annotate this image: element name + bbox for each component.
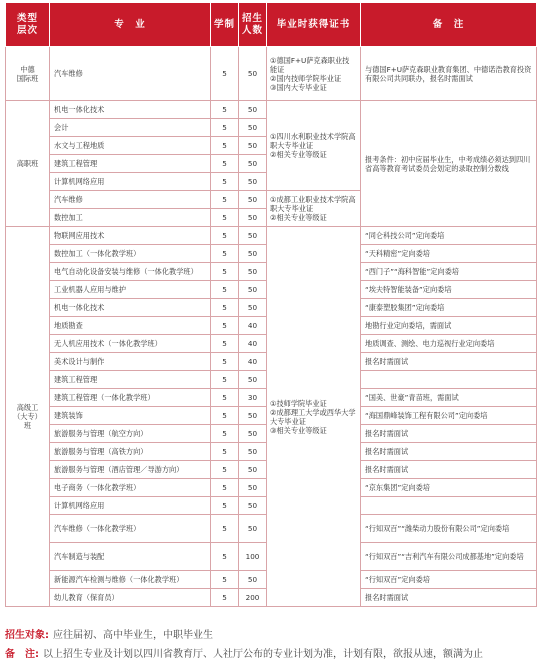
major-cell: 建筑工程管理（一体化教学班） (50, 389, 211, 407)
years-cell: 5 (211, 425, 239, 443)
major-cell: 电子商务（一体化教学班） (50, 479, 211, 497)
major-cell: 幼儿教育（保育员） (50, 589, 211, 607)
major-cell: 电气自动化设备安装与维修（一体化教学班） (50, 263, 211, 281)
years-cell: 5 (211, 497, 239, 515)
note-cell: “埃夫特智能装备”定向委培 (361, 281, 537, 299)
major-cell: 机电一体化技术 (50, 299, 211, 317)
major-cell: 建筑工程管理 (50, 371, 211, 389)
note-cell: “行知双百”“吉利汽车有限公司成都基地”定向委培 (361, 543, 537, 571)
years-cell: 5 (211, 317, 239, 335)
years-cell: 5 (211, 515, 239, 543)
years-cell: 5 (211, 173, 239, 191)
note-cell: 地勘行业定向委培，需面试 (361, 317, 537, 335)
major-cell: 会计 (50, 119, 211, 137)
quota-cell: 50 (239, 101, 267, 119)
table-row (6, 227, 537, 245)
note-cell: “行知双百”定向委培 (361, 571, 537, 589)
note-cell: 报名时需面试 (361, 589, 537, 607)
quota-cell: 50 (239, 173, 267, 191)
years-cell: 5 (211, 479, 239, 497)
major-cell: 计算机网络应用 (50, 173, 211, 191)
major-cell: 汽车制造与装配 (50, 543, 211, 571)
note-cell: “西门子”“海科智能”定向委培 (361, 263, 537, 281)
years-cell: 5 (211, 119, 239, 137)
quota-cell: 50 (239, 497, 267, 515)
footer-remark (5, 645, 483, 660)
years-cell: 5 (211, 209, 239, 227)
years-cell: 5 (211, 389, 239, 407)
years-cell: 5 (211, 461, 239, 479)
quota-cell: 50 (239, 299, 267, 317)
cert-cell: ①技师学院毕业证 ②成都理工大学或西华大学大专毕业证 ③相关专业等级证 (267, 227, 361, 607)
quota-cell: 50 (239, 461, 267, 479)
years-cell: 5 (211, 227, 239, 245)
note-cell: 报名时需面试 (361, 353, 537, 371)
footer-remark-text: 以上招生专业及计划以四川省教育厅、人社厅公布的专业计划为准，计划有限，欲报从速，额满为止 (43, 649, 483, 660)
quota-cell: 50 (239, 209, 267, 227)
cert-cell: ①四川水利职业技术学院高职大专毕业证 ②相关专业等级证 (267, 101, 361, 191)
years-cell: 5 (211, 263, 239, 281)
note-cell: 报名时需面试 (361, 443, 537, 461)
years-cell: 5 (211, 443, 239, 461)
quota-cell: 30 (239, 389, 267, 407)
years-cell: 5 (211, 299, 239, 317)
category-cell: 中德 国际班 (6, 47, 50, 101)
years-cell: 5 (211, 155, 239, 173)
years-cell: 5 (211, 371, 239, 389)
major-cell: 美术设计与制作 (50, 353, 211, 371)
footer-target (5, 626, 213, 641)
major-cell: 旅游服务与管理（酒店管理／导游方向） (50, 461, 211, 479)
quota-cell: 100 (239, 543, 267, 571)
years-cell: 5 (211, 335, 239, 353)
cert-cell: ①德国F+U萨克森职业技能证 ②国内技师学院毕业证 ③国内大专毕业证 (267, 47, 361, 101)
note-cell: 与德国F+U萨克森职业教育集团、中德诺浩教育投资有限公司共同联办，报名时需面试 (361, 47, 537, 101)
header-years: 学制 (211, 3, 239, 47)
category-cell: 高职班 (6, 101, 50, 227)
major-cell: 数控加工 (50, 209, 211, 227)
footer-target-text: 应往届初、高中毕业生，中职毕业生 (53, 630, 213, 641)
header-cert: 毕业时获得证书 (267, 3, 361, 47)
years-cell: 5 (211, 407, 239, 425)
footer-remark-label: 备 注: (5, 649, 39, 660)
major-cell: 建筑装饰 (50, 407, 211, 425)
years-cell: 5 (211, 47, 239, 101)
header-type: 类型 层次 (6, 3, 50, 47)
quota-cell: 50 (239, 263, 267, 281)
quota-cell: 50 (239, 371, 267, 389)
major-cell: 水文与工程地质 (50, 137, 211, 155)
years-cell: 5 (211, 571, 239, 589)
quota-cell: 50 (239, 407, 267, 425)
header-major: 专 业 (50, 3, 211, 47)
note-cell: “同仑科技公司”定向委培 (361, 227, 537, 245)
table-header-row (6, 3, 537, 47)
major-cell: 计算机网络应用 (50, 497, 211, 515)
major-cell: 汽车维修 (50, 191, 211, 209)
table-row (6, 47, 537, 101)
major-cell: 建筑工程管理 (50, 155, 211, 173)
years-cell: 5 (211, 191, 239, 209)
years-cell: 5 (211, 281, 239, 299)
years-cell: 5 (211, 245, 239, 263)
years-cell: 5 (211, 101, 239, 119)
major-cell: 数控加工（一体化教学班） (50, 245, 211, 263)
quota-cell: 50 (239, 191, 267, 209)
major-cell: 旅游服务与管理（高铁方向） (50, 443, 211, 461)
note-cell: 地质调查、测绘、电力巡视行业定向委培 (361, 335, 537, 353)
note-cell: “国美、世豪”青苗班，需面试 (361, 389, 537, 407)
major-cell: 机电一体化技术 (50, 101, 211, 119)
quota-cell: 50 (239, 119, 267, 137)
footer-target-label: 招生对象: (5, 630, 49, 641)
years-cell: 5 (211, 353, 239, 371)
quota-cell: 40 (239, 335, 267, 353)
quota-cell: 50 (239, 155, 267, 173)
years-cell: 5 (211, 589, 239, 607)
quota-cell: 50 (239, 443, 267, 461)
major-cell: 物联网应用技术 (50, 227, 211, 245)
note-cell (361, 371, 537, 389)
quota-cell: 40 (239, 317, 267, 335)
note-cell: 报名时需面试 (361, 425, 537, 443)
note-cell: “康泰塑胶集团”定向委培 (361, 299, 537, 317)
quota-cell: 50 (239, 479, 267, 497)
note-cell: “海国鼎峰装饰工程有限公司”定向委培 (361, 407, 537, 425)
quota-cell: 50 (239, 227, 267, 245)
major-cell: 旅游服务与管理（航空方向） (50, 425, 211, 443)
enrollment-table (5, 2, 537, 607)
header-note: 备 注 (361, 3, 537, 47)
category-cell: 高级工 （大专）班 (6, 227, 50, 607)
quota-cell: 50 (239, 515, 267, 543)
note-cell: “行知双百”“潍柴动力股份有限公司”定向委培 (361, 515, 537, 543)
quota-cell: 50 (239, 245, 267, 263)
years-cell: 5 (211, 543, 239, 571)
major-cell: 工业机器人应用与维护 (50, 281, 211, 299)
major-cell: 汽车维修（一体化教学班） (50, 515, 211, 543)
major-cell: 汽车维修 (50, 47, 211, 101)
note-cell (361, 497, 537, 515)
major-cell: 地质勘查 (50, 317, 211, 335)
cert-cell: ①成都工业职业技术学院高职大专毕业证 ②相关专业等级证 (267, 191, 361, 227)
note-cell: 报考条件：初中应届毕业生，中考成绩必须达到四川省高等教育考试委员会划定的录取控制分数线 (361, 101, 537, 227)
major-cell: 新能源汽车检测与维修（一体化教学班） (50, 571, 211, 589)
note-cell: 报名时需面试 (361, 461, 537, 479)
quota-cell: 50 (239, 571, 267, 589)
header-quota: 招生 人数 (239, 3, 267, 47)
quota-cell: 50 (239, 281, 267, 299)
quota-cell: 50 (239, 47, 267, 101)
note-cell: “京东集团”定向委培 (361, 479, 537, 497)
quota-cell: 40 (239, 353, 267, 371)
years-cell: 5 (211, 137, 239, 155)
major-cell: 无人机应用技术（一体化教学班） (50, 335, 211, 353)
quota-cell: 50 (239, 425, 267, 443)
quota-cell: 200 (239, 589, 267, 607)
quota-cell: 50 (239, 137, 267, 155)
note-cell: “天科精密”定向委培 (361, 245, 537, 263)
table-row (6, 101, 537, 119)
